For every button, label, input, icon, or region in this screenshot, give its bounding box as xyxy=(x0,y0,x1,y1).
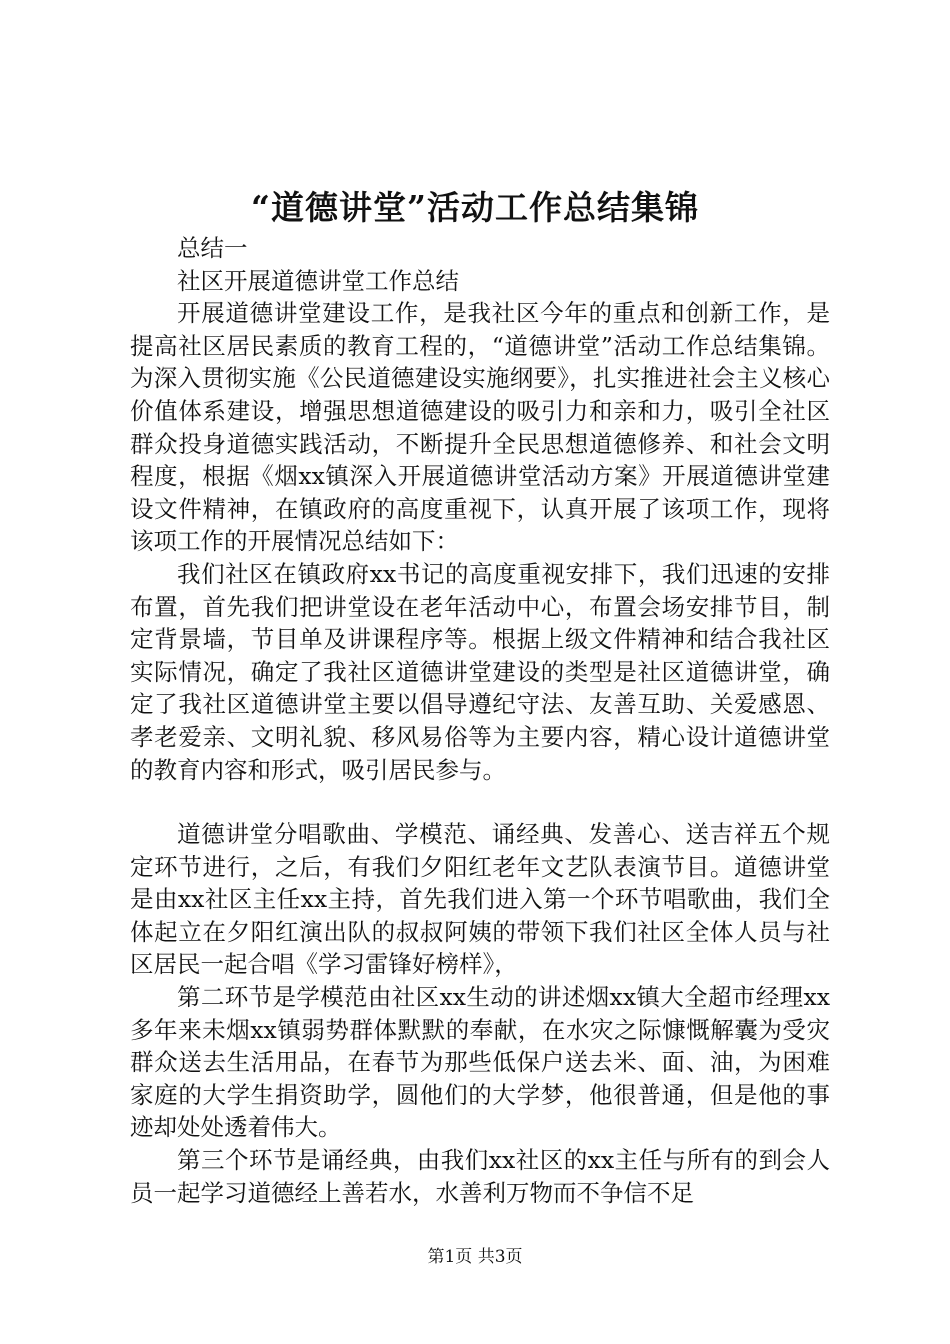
body-paragraph: 开展道德讲堂建设工作，是我社区今年的重点和创新工作，是提高社区居民素质的教育工程的，“道德讲堂”活动工作总结集锦。为深入贯彻实施《公民道德建设实施纲要》，扎实推进社会主义核心价值体系建设，增强思想道德建设的吸引力和亲和力，吸引全社区群众投身道德实践活动，不断提升全民思想道德修养、和社会文明程度，根据《烟xx镇深入开展道德讲堂活动方案》开展道德讲堂建设文件精神，在镇政府的高度重视下，认真开展了该项工作，现将该项工作的开展情况总结如下： xyxy=(130,299,830,556)
body-paragraph: 第二环节是学模范由社区xx生动的讲述烟xx镇大全超市经理xx多年来未烟xx镇弱势群体默默的奉献，在水灾之际慷慨解囊为受灾群众送去生活用品，在春节为那些低保户送去米、面、油，为困难家庭的大学生捐资助学，圆他们的大学梦，他很普通，但是他的事迹却处处透着伟大。 xyxy=(130,983,830,1142)
page-footer: 第1页 共3页 xyxy=(427,1247,523,1267)
section-subtitle: 社区开展道德讲堂工作总结 xyxy=(177,266,459,295)
document-title: “道德讲堂”活动工作总结集锦 xyxy=(251,188,699,227)
body-paragraph: 道德讲堂分唱歌曲、学模范、诵经典、发善心、送吉祥五个规定环节进行，之后，有我们夕阳红老年文艺队表演节目。道德讲堂是由xx社区主任xx主持，首先我们进入第一个环节唱歌曲，我们全体起立在夕阳红演出队的叔叔阿姨的带领下我们社区全体人员与社区居民一起合唱《学习雷锋好榜样》， xyxy=(130,820,830,979)
body-paragraph: 我们社区在镇政府xx书记的高度重视安排下，我们迅速的安排布置，首先我们把讲堂设在老年活动中心，布置会场安排节目，制定背景墙，节目单及讲课程序等。根据上级文件精神和结合我社区实际情况，确定了我社区道德讲堂建设的类型是社区道德讲堂，确定了我社区道德讲堂主要以倡导遵纪守法、友善互助、关爱感恩、孝老爱亲、文明礼貌、移风易俗等为主要内容，精心设计道德讲堂的教育内容和形式，吸引居民参与。 xyxy=(130,559,830,784)
body-paragraph: 第三个环节是诵经典，由我们xx社区的xx主任与所有的到会人员一起学习道德经上善若水，水善利万物而不争信不足 xyxy=(130,1146,830,1207)
document-body xyxy=(130,232,830,1209)
section-label: 总结一 xyxy=(177,234,248,262)
